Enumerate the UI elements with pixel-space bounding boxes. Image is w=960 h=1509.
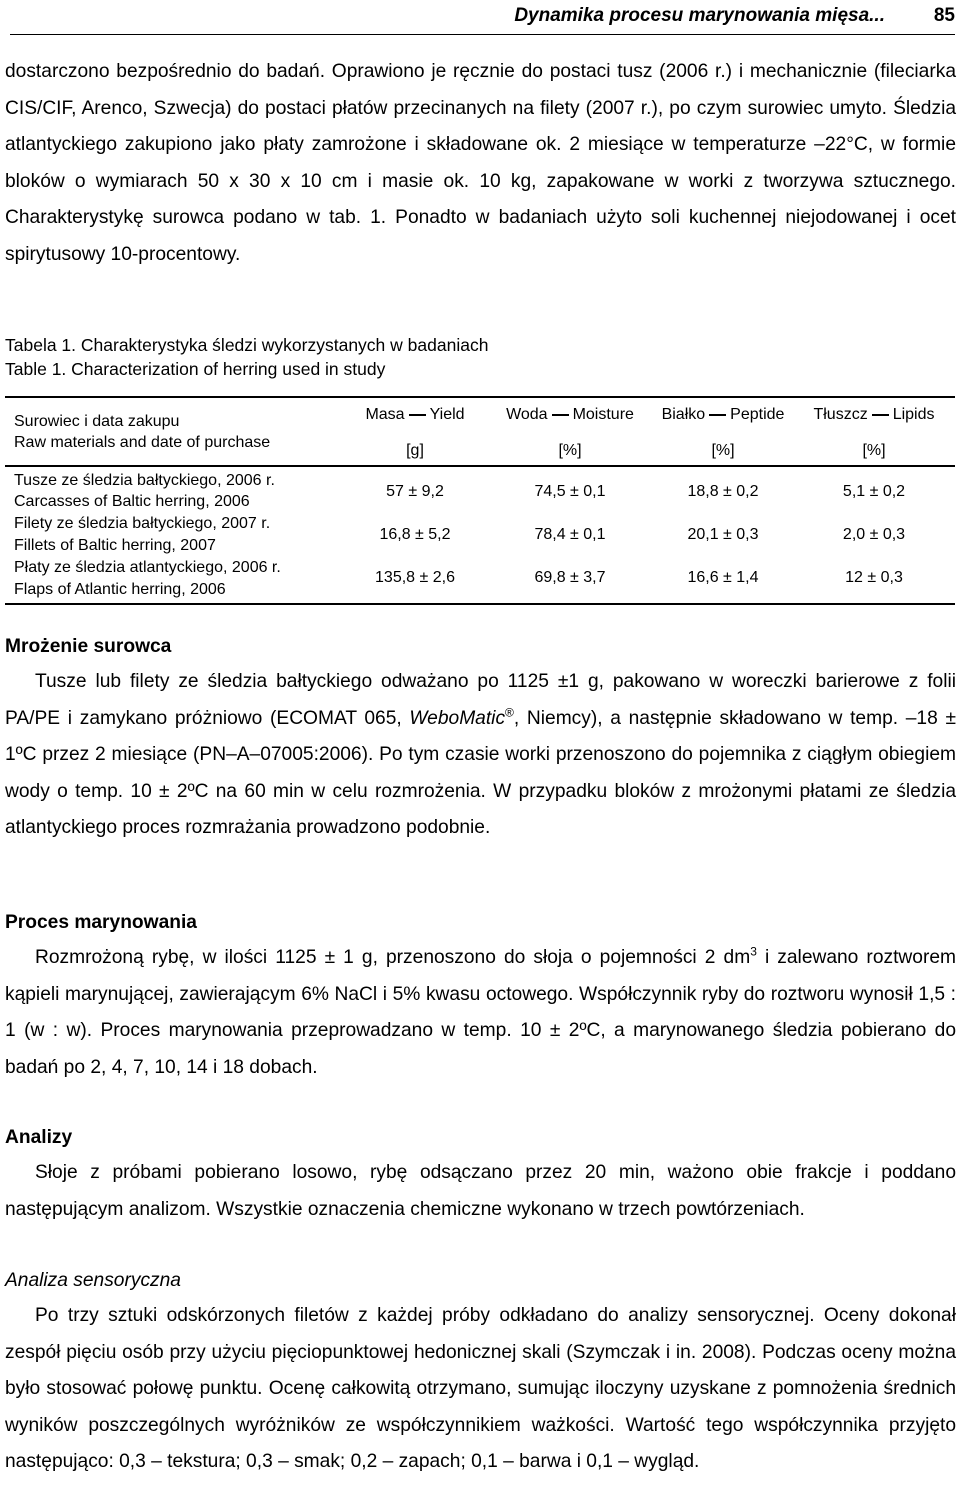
- row-2-masa: 16,8 ± 5,2: [379, 526, 451, 543]
- row-header-en: Raw materials and date of purchase: [14, 434, 271, 451]
- row-3-woda: 69,8 ± 3,7: [534, 569, 606, 586]
- row-3-label-en: Flaps of Atlantic herring, 2006: [14, 581, 226, 598]
- row-1-masa: 57 ± 9,2: [386, 483, 444, 500]
- row-2-label-en: Fillets of Baltic herring, 2007: [14, 537, 216, 554]
- column-header-bialko: Białko Peptide: [661, 406, 785, 423]
- paragraph-proces: Rozmrożoną rybę, w ilości 1125 ± 1 g, przenoszono do słoja o pojemności 2 $dm^3$ i zalewano roztworem kąpieli marynującej, zawierającym 6% NaCl i 5% kwasu octowego. Współczynnik ryby do roztworu wynosił 1,5 : 1 (w : w). Proces marynowania przeprowadzano w temp. 10 ± 2ºC, a marynowanego śledzia pobierano do badań po 2, 4, 7, 10, 14 i 18 dobach.: [5, 944, 956, 1078]
- row-3-label-pl: Płaty ze śledzia atlantyckiego, 2006 r.: [14, 559, 281, 576]
- heading-proces: Proces marynowania: [5, 912, 197, 933]
- intro-paragraph: dostarczono bezpośrednio do badań. Oprawiono je ręcznie do postaci tusz (2006 r.) i mechanicznie (fileciarka CIS/CIF, Arenco, Szwecja) do postaci płatów przecinanych na filety (2007 r.), po czym surowiec umyto. Śledzia atlantyckiego zakupiono jako płaty zamrożone i składowane ok. 2 miesiące w temperaturze –22°C, w formie bloków o wymiarach 50 x 30 x 10 cm i masie ok. 10 kg, zapakowane w worki z tworzywa sztucznego. Charakterystykę surowca podano w tab. 1. Ponadto w badaniach użyto soli kuchennej niejodowanej i ocet spirytusowy 10-procentowy.: [5, 61, 956, 265]
- column-header-woda: Woda Moisture: [506, 406, 634, 423]
- row-3-masa: 135,8 ± 2,6: [375, 569, 455, 586]
- unit-woda: [%]: [558, 442, 582, 459]
- table-rule-top: [5, 396, 955, 398]
- row-1-label-pl: Tusze ze śledzia bałtyckiego, 2006 r.: [14, 472, 275, 489]
- row-2-tluszcz: 2,0 ± 0,3: [842, 526, 906, 543]
- row-3-bialko: 16,6 ± 1,4: [687, 569, 759, 586]
- table-rule-bottom: [5, 603, 955, 605]
- column-header-masa: Masa Yield: [365, 406, 465, 423]
- row-2-woda: 78,4 ± 0,1: [534, 526, 606, 543]
- paragraph-analizy: Słoje z próbami pobierano losowo, rybę odsączano przez 20 min, ważono obie frakcje i poddano następującym analizom. Wszystkie oznaczenia chemiczne wykonano w trzech powtórzeniach.: [5, 1162, 956, 1220]
- column-header-tluszcz: Tłuszcz Lipids: [813, 406, 935, 423]
- table-caption-en: Table 1. Characterization of herring used in study: [5, 359, 386, 379]
- unit-masa: [g]: [406, 442, 424, 459]
- paragraph-sensoryczna: Po trzy sztuki odskórzonych filetów z każdej próby odkładano do analizy sensorycznej. Oceny dokonał zespół pięciu osób przy użyciu pięciopunktowej hedonicznej skali (Szymczak i in. 2008). Podczas oceny można było stosować połowę punktu. Ocenę całkowitą otrzymano, sumując iloczyny uzyskane z pomnożenia średnich wyników poszczególnych wyróżników ze współczynnikiem ważkości. Wartość tego współczynnika przyjęto następująco: 0,3 – tekstura; 0,3 – smak; 0,2 – zapach; 0,1 – barwa i 0,1 – wygląd.: [5, 1305, 956, 1473]
- unit-tluszcz: [%]: [862, 442, 886, 459]
- row-1-tluszcz: 5,1 ± 0,2: [842, 483, 906, 500]
- heading-sensoryczna: Analiza sensoryczna: [5, 1270, 181, 1291]
- row-3-tluszcz: 12 ± 0,3: [845, 569, 903, 586]
- table-caption-pl: Tabela 1. Charakterystyka śledzi wykorzystanych w badaniach: [5, 335, 489, 355]
- paragraph-mrozenie: Tusze lub filety ze śledzia bałtyckiego odważano po 1125 ±1 g, pakowano w woreczki barierowe z folii PA/PE i zamykano próżniowo (ECOMAT 065, WeboMatic®, Niemcy), a następnie składowano w temp. –18 ± 1ºC przez 2 miesiące (PN–A–07005:2006). Po tym czasie worki przenoszono do pojemnika z ciągłym obiegiem wody o temp. 10 ± 2ºC na 60 min w celu rozmrożenia. W przypadku bloków z mrożonymi płatami ze śledzia atlantyckiego proces rozmrażania prowadzono podobnie.: [5, 671, 956, 839]
- row-2-label-pl: Filety ze śledzia bałtyckiego, 2007 r.: [14, 515, 271, 532]
- table-rule-middle: [5, 465, 955, 467]
- running-header: [10, 4, 955, 35]
- page-number: 85: [933, 5, 955, 26]
- running-title: Dynamika procesu marynowania mięsa...: [514, 5, 885, 26]
- row-1-woda: 74,5 ± 0,1: [534, 483, 606, 500]
- row-2-bialko: 20,1 ± 0,3: [687, 526, 759, 543]
- row-header-pl: Surowiec i data zakupu: [14, 413, 180, 430]
- heading-mrozenie: Mrożenie surowca: [5, 636, 172, 657]
- heading-analizy: Analizy: [5, 1127, 73, 1148]
- row-1-bialko: 18,8 ± 0,2: [687, 483, 759, 500]
- row-1-label-en: Carcasses of Baltic herring, 2006: [14, 493, 250, 510]
- unit-bialko: [%]: [711, 442, 735, 459]
